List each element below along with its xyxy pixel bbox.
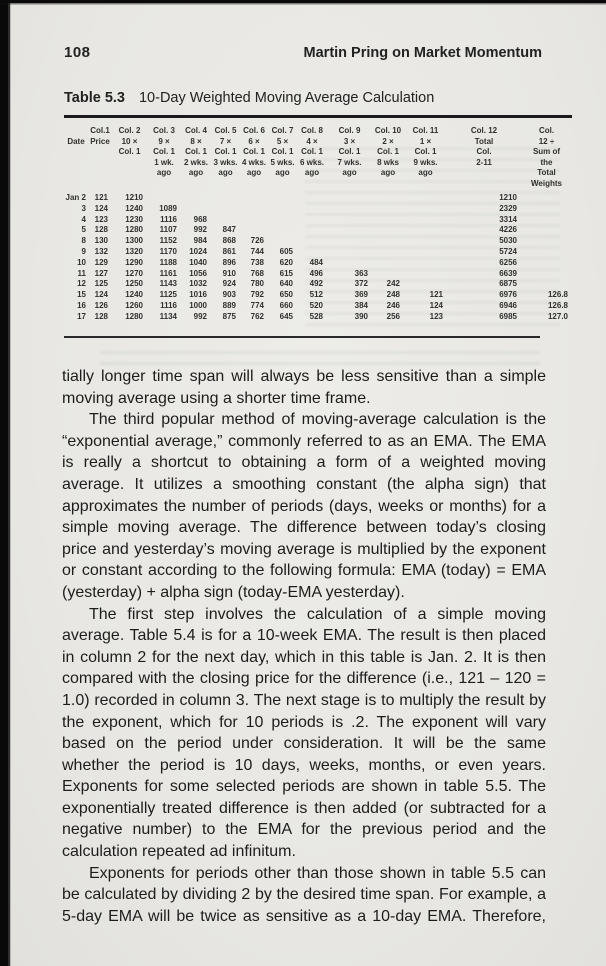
table-cell: 861 — [222, 246, 236, 256]
table-cell — [521, 225, 572, 236]
table-cell: 126.8 — [547, 300, 568, 310]
table-cell — [297, 236, 327, 247]
table-cell — [268, 204, 297, 215]
scan-edge-top — [0, 0, 606, 5]
table-cell: 123 — [429, 311, 443, 321]
table-cell: 3 — [81, 203, 86, 213]
column-header-col10: Col. 10 2 × Col. 1 8 wks ago — [374, 126, 402, 177]
table-row — [64, 258, 572, 269]
table-cell — [521, 279, 572, 290]
table-caption-label: Table 5.3 — [64, 90, 125, 106]
table-cell — [404, 269, 447, 280]
table-cell: 1320 — [125, 246, 143, 256]
table-cell — [521, 204, 572, 215]
table-cell: 6639 — [499, 268, 517, 278]
table-cell: 640 — [279, 279, 293, 289]
table-cell: 512 — [309, 290, 323, 300]
table-row — [64, 279, 572, 290]
table-cell: 620 — [279, 257, 293, 267]
table-cell — [521, 247, 572, 258]
table-cell — [240, 225, 268, 236]
table-cell: 132 — [94, 246, 108, 256]
table-bottom-rule — [64, 336, 540, 338]
table-cell: 1260 — [125, 300, 143, 310]
column-header-col3: Col. 3 9 × Col. 1 1 wk. ago — [153, 126, 175, 177]
table-cell — [372, 258, 404, 269]
table-cell — [240, 189, 268, 204]
table-cell: 130 — [94, 236, 108, 246]
table-cell: 1089 — [159, 203, 177, 213]
table-cell: 1240 — [125, 290, 143, 300]
column-header-col12div: Col. 12 ÷ Sum of the Total Weights — [531, 126, 562, 188]
table-cell — [240, 215, 268, 226]
table-cell: 123 — [94, 214, 108, 224]
table-cell: 744 — [250, 246, 264, 256]
table-cell — [297, 225, 327, 236]
table-cell: 1040 — [189, 257, 207, 267]
table-cell: 660 — [279, 300, 293, 310]
table-cell: 1016 — [189, 290, 207, 300]
table-header — [64, 126, 572, 189]
table-cell: 121 — [94, 193, 108, 202]
table-cell: 11 — [77, 268, 86, 278]
table-cell: 5030 — [499, 236, 517, 246]
table-cell — [521, 189, 572, 204]
table-cell — [327, 247, 372, 258]
table-cell: 3314 — [499, 214, 517, 224]
table-cell — [327, 258, 372, 269]
table-cell — [327, 189, 372, 204]
table-row — [64, 269, 572, 280]
table-cell: 125 — [94, 279, 108, 289]
table-cell: 5 — [81, 225, 86, 235]
page-number: 108 — [64, 44, 91, 61]
table-cell: 1280 — [125, 311, 143, 321]
table-cell: 15 — [77, 290, 86, 300]
table-cell: 868 — [222, 236, 236, 246]
table-cell: 248 — [386, 290, 400, 300]
table-cell: 10 — [77, 257, 86, 267]
table-cell: 903 — [222, 290, 236, 300]
table-cell — [404, 204, 447, 215]
table-cell: 1032 — [189, 279, 207, 289]
table-cell: 847 — [222, 225, 236, 235]
table-cell: 492 — [309, 279, 323, 289]
table-cell: 128 — [94, 225, 108, 235]
table-cell: 121 — [429, 290, 443, 300]
table-cell: 6875 — [499, 279, 517, 289]
table-cell: 496 — [309, 268, 323, 278]
table-cell: 1280 — [125, 225, 143, 235]
table-cell: 1270 — [125, 268, 143, 278]
table-row — [64, 301, 572, 312]
table-cell — [372, 247, 404, 258]
table-cell: 126 — [94, 300, 108, 310]
table-cell: 738 — [250, 257, 264, 267]
column-header-col7: Col. 7 5 × Col. 1 5 wks. ago — [270, 126, 295, 177]
table-cell: 126.8 — [547, 290, 568, 300]
body-paragraph: The first step involves the calculation of a simple moving average. Table 5.4 is for a 10-week EMA. The result is then placed in column 2 for the next day, which in this table is Jan. 2. It is then compared with the closing price for the difference (i.e., 121 – 120 = 1.0) recorded in column 3. The next stage is to multiply the result by the exponent, which for 10 periods is .2. The exponent will vary based on the period under consideration. It will be the same whether the period is 10 days, weeks, months, or even years. Exponents for some selected periods are shown in table 5.5. The exponentially treated difference is then added (or subtracted for a negative number) to the EMA for the previous period and the calculation repeated ad infinitum. — [62, 605, 546, 861]
table-cell — [372, 215, 404, 226]
table-cell — [404, 247, 447, 258]
table-cell — [327, 225, 372, 236]
table-cell: 1210 — [499, 193, 517, 202]
table-cell: 762 — [250, 311, 264, 321]
table-cell: 1170 — [159, 246, 177, 256]
table-cell — [268, 189, 297, 204]
table-cell: 1125 — [159, 290, 177, 300]
table-cell: Jan 2 — [65, 193, 86, 202]
table-cell: 1152 — [159, 236, 177, 246]
table-cell: 615 — [279, 268, 293, 278]
table-cell — [181, 204, 211, 215]
table-row — [64, 247, 572, 258]
table-cell: 1000 — [189, 300, 207, 310]
table-cell: 17 — [77, 311, 86, 321]
table-cell: 12 — [77, 279, 86, 289]
column-header-col6: Col. 6 6 × Col. 1 4 wks. ago — [241, 126, 266, 177]
table-cell: 605 — [279, 246, 293, 256]
table-cell — [404, 279, 447, 290]
table-cell: 1210 — [125, 193, 143, 202]
table-cell: 1230 — [125, 214, 143, 224]
table-cell: 127 — [94, 268, 108, 278]
table-cell: 1024 — [189, 246, 207, 256]
table-cell — [372, 269, 404, 280]
column-header-col11: Col. 11 1 × Col. 1 9 wks. ago — [412, 126, 439, 177]
table-cell — [372, 189, 404, 204]
table-cell — [521, 236, 572, 247]
column-header-price: Col.1 Price — [90, 126, 110, 146]
table-cell: 726 — [250, 236, 264, 246]
table-cell — [268, 236, 297, 247]
body-paragraph: Exponents for periods other than those shown in table 5.5 can be calculated by dividing 2 by the desired time span. For example, a 5-day EMA will be twice as sensitive as a 10-day EMA. Therefore, — [62, 864, 546, 925]
table-cell: 910 — [222, 268, 236, 278]
table-cell: 6985 — [499, 311, 517, 321]
table-cell: 968 — [193, 214, 207, 224]
table-cell — [268, 225, 297, 236]
table-cell: 896 — [222, 257, 236, 267]
table-cell: 6946 — [499, 300, 517, 310]
table-cell — [521, 215, 572, 226]
column-header-col5: Col. 5 7 × Col. 1 3 wks. ago — [213, 126, 238, 177]
column-header-col4: Col. 4 8 × Col. 1 2 wks. ago — [183, 126, 208, 177]
table-cell — [404, 258, 447, 269]
table-cell: 484 — [309, 257, 323, 267]
table-cell: 650 — [279, 290, 293, 300]
table-cell: 256 — [386, 311, 400, 321]
table-cell: 1188 — [159, 257, 177, 267]
weighted-moving-average-table — [64, 126, 572, 323]
table-cell: 242 — [386, 279, 400, 289]
table-body — [64, 189, 572, 323]
table-cell: 1116 — [160, 214, 177, 224]
scan-edge-left — [0, 0, 11, 966]
table-cell: 5724 — [499, 246, 517, 256]
table-cell: 129 — [94, 257, 108, 267]
table-cell: 124 — [429, 300, 443, 310]
table-cell: 792 — [250, 290, 264, 300]
table-cell: 520 — [309, 300, 323, 310]
table-cell: 4 — [81, 214, 86, 224]
table-cell: 124 — [94, 290, 108, 300]
table-cell — [297, 189, 327, 204]
table-cell — [327, 215, 372, 226]
table-cell — [327, 204, 372, 215]
table-row — [64, 225, 572, 236]
table-cell: 8 — [81, 236, 86, 246]
table-cell — [268, 215, 297, 226]
table-cell — [404, 215, 447, 226]
table-cell: 1250 — [125, 279, 143, 289]
table-cell: 645 — [279, 311, 293, 321]
table-cell: 6976 — [499, 290, 517, 300]
table-cell: 992 — [193, 311, 207, 321]
table-row — [64, 189, 572, 204]
body-paragraph: The third popular method of moving-average calculation is the “exponential average,” commonly referred to as an EMA. The EMA is really a shortcut to obtaining a form of a weighted moving average. It utilizes a smoothing constant (the alpha sign) that approximates the number of periods (days, weeks or months) for a simple moving average. The difference between today’s closing price and yesterday’s moving average is multiplied by the exponent or constant according to the following formula: EMA (today) = EMA (yesterday) + alpha sign (today-EMA yesterday). — [62, 411, 546, 601]
table-cell — [297, 204, 327, 215]
table-cell: 875 — [222, 311, 236, 321]
table-cell: 4226 — [499, 225, 517, 235]
table-cell: 372 — [354, 279, 368, 289]
table-header-row — [64, 126, 572, 189]
table-cell: 768 — [250, 268, 264, 278]
running-title: Martin Pring on Market Momentum — [303, 45, 542, 61]
table-row — [64, 236, 572, 247]
table-cell: 1116 — [160, 300, 177, 310]
table-cell — [240, 204, 268, 215]
table-row — [64, 215, 572, 226]
table-cell — [211, 189, 240, 204]
table-cell: 528 — [309, 311, 323, 321]
table-cell — [521, 258, 572, 269]
table-row — [64, 290, 572, 301]
table-caption-title: 10-Day Weighted Moving Average Calculation — [138, 90, 435, 106]
table-cell: 9 — [81, 246, 86, 256]
table-cell — [327, 236, 372, 247]
table-cell: 992 — [193, 225, 207, 235]
table-cell: 774 — [250, 300, 264, 310]
table-cell: 16 — [77, 300, 86, 310]
table-cell: 384 — [354, 300, 368, 310]
table-cell: 780 — [250, 279, 264, 289]
table-cell — [372, 225, 404, 236]
table-cell: 127.0 — [547, 311, 568, 321]
column-header-col8: Col. 8 4 × Col. 1 6 wks. ago — [299, 126, 324, 177]
table-cell: 889 — [222, 300, 236, 310]
table-row — [64, 204, 572, 215]
table-cell: 2329 — [499, 203, 517, 213]
running-head — [64, 44, 542, 61]
column-header-date: Date — [67, 136, 85, 146]
table-top-rule — [64, 115, 572, 118]
table-cell: 369 — [354, 290, 368, 300]
table-cell: 124 — [94, 203, 108, 213]
table-cell: 6256 — [499, 257, 517, 267]
table-cell — [521, 269, 572, 280]
table-cell — [404, 225, 447, 236]
table-cell — [404, 236, 447, 247]
table-cell — [372, 236, 404, 247]
table-cell: 1107 — [159, 225, 177, 235]
column-header-col2: Col. 2 10 × Col. 1 — [118, 126, 141, 156]
table-cell: 363 — [354, 268, 368, 278]
table-cell — [404, 189, 447, 204]
table-cell: 1240 — [125, 203, 143, 213]
table-cell: 924 — [222, 279, 236, 289]
column-header-col12: Col. 12 Total Col. 2-11 — [470, 126, 498, 167]
table-cell — [372, 204, 404, 215]
column-header-col9: Col. 9 3 × Col. 1 7 wks. ago — [337, 126, 362, 177]
table-cell — [147, 189, 181, 204]
table-cell: 984 — [193, 236, 207, 246]
table-cell: 390 — [354, 311, 368, 321]
table-cell: 1161 — [159, 268, 177, 278]
table-cell — [297, 215, 327, 226]
table-cell: 246 — [386, 300, 400, 310]
body-text — [62, 366, 546, 927]
table-cell: 1056 — [189, 268, 207, 278]
table-cell — [181, 189, 211, 204]
table-cell: 128 — [94, 311, 108, 321]
table-5-3-block — [64, 90, 572, 338]
table-cell: 1300 — [125, 236, 143, 246]
table-cell — [211, 204, 240, 215]
table-cell: 1290 — [125, 257, 143, 267]
body-paragraph: tially longer time span will always be less sensitive than a simple moving average using a shorter time frame. — [62, 368, 546, 407]
table-cell — [297, 247, 327, 258]
table-row — [64, 312, 572, 323]
table-caption — [64, 90, 572, 106]
table-cell — [211, 215, 240, 226]
table-cell: 1143 — [159, 279, 177, 289]
table-cell: 1134 — [159, 311, 177, 321]
